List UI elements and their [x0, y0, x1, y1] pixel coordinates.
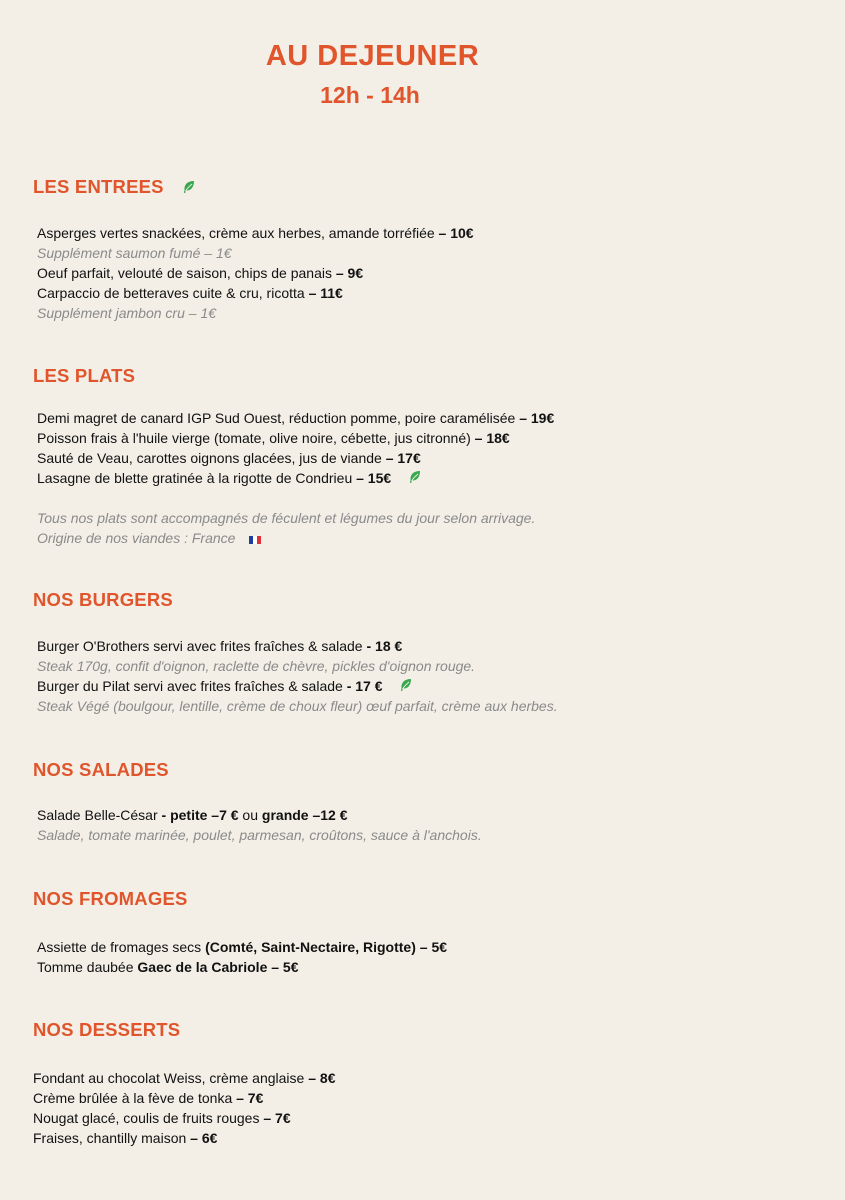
france-flag-icon	[249, 529, 261, 549]
section-title-burgers: NOS BURGERS	[33, 589, 173, 610]
list-item-description: Steak 170g, confit d'oignon, raclette de chèvre, pickles d'oignon rouge.	[37, 658, 476, 674]
list-item: Fraises, chantilly maison – 6€	[33, 1130, 218, 1146]
list-item: Sauté de Veau, carottes oignons glacées, jus de viande – 17€	[37, 450, 421, 466]
section-title-desserts: NOS DESSERTS	[33, 1019, 181, 1040]
list-item: Nougat glacé, coulis de fruits rouges – 7€	[33, 1110, 291, 1126]
section-title-text: LES ENTREES	[33, 176, 164, 197]
page-title: AU DEJEUNER	[265, 40, 480, 72]
list-item-description: Salade, tomate marinée, poulet, parmesan, croûtons, sauce à l'anchois.	[37, 827, 482, 843]
list-item: Tomme daubée Gaec de la Cabriole – 5€	[37, 959, 299, 975]
plats-note: Tous nos plats sont accompagnés de féculent et légumes du jour selon arrivage.	[37, 510, 536, 526]
section-title-fromages: NOS FROMAGES	[33, 888, 188, 909]
salades-list	[37, 805, 817, 845]
list-item: Carpaccio de betteraves cuite & cru, ricotta – 11€	[37, 285, 343, 301]
leaf-icon	[183, 177, 195, 199]
plats-origin-note: Origine de nos viandes : France	[37, 528, 817, 548]
list-item: Oeuf parfait, velouté de saison, chips de panais – 9€	[37, 265, 364, 281]
entrees-list	[37, 223, 817, 323]
list-item: Crème brûlée à la fève de tonka – 7€	[33, 1090, 264, 1106]
list-item-supplement: Supplément jambon cru – 1€	[37, 305, 217, 321]
plats-list	[37, 408, 817, 548]
list-item: Lasagne de blette gratinée à la rigotte de Condrieu – 15€	[37, 468, 817, 488]
list-item: Fondant au chocolat Weiss, crème anglaise – 8€	[33, 1070, 336, 1086]
section-title-plats: LES PLATS	[33, 365, 136, 386]
list-item: Salade Belle-César - petite –7 € ou grande –12 €	[37, 807, 348, 823]
service-hours: 12h - 14h	[320, 82, 420, 108]
list-item: Demi magret de canard IGP Sud Ouest, réduction pomme, poire caramélisée – 19€	[37, 410, 555, 426]
list-item: Poisson frais à l'huile vierge (tomate, olive noire, cébette, jus citronné) – 18€	[37, 430, 510, 446]
burgers-list	[37, 636, 817, 716]
list-item-supplement: Supplément saumon fumé – 1€	[37, 245, 232, 261]
fromages-list	[37, 937, 817, 977]
list-item-description: Steak Végé (boulgour, lentille, crème de choux fleur) œuf parfait, crème aux herbes.	[37, 698, 558, 714]
list-item: Asperges vertes snackées, crème aux herbes, amande torréfiée – 10€	[37, 225, 474, 241]
leaf-icon	[400, 677, 412, 697]
desserts-list	[33, 1068, 813, 1148]
leaf-icon	[409, 469, 421, 489]
list-item: Burger du Pilat servi avec frites fraîches & salade - 17 €	[37, 676, 817, 696]
list-item: Assiette de fromages secs (Comté, Saint-Nectaire, Rigotte) – 5€	[37, 939, 448, 955]
list-item: Burger O'Brothers servi avec frites fraîches & salade - 18 €	[37, 638, 403, 654]
section-title-salades: NOS SALADES	[33, 759, 169, 780]
section-title-entrees	[33, 176, 195, 199]
